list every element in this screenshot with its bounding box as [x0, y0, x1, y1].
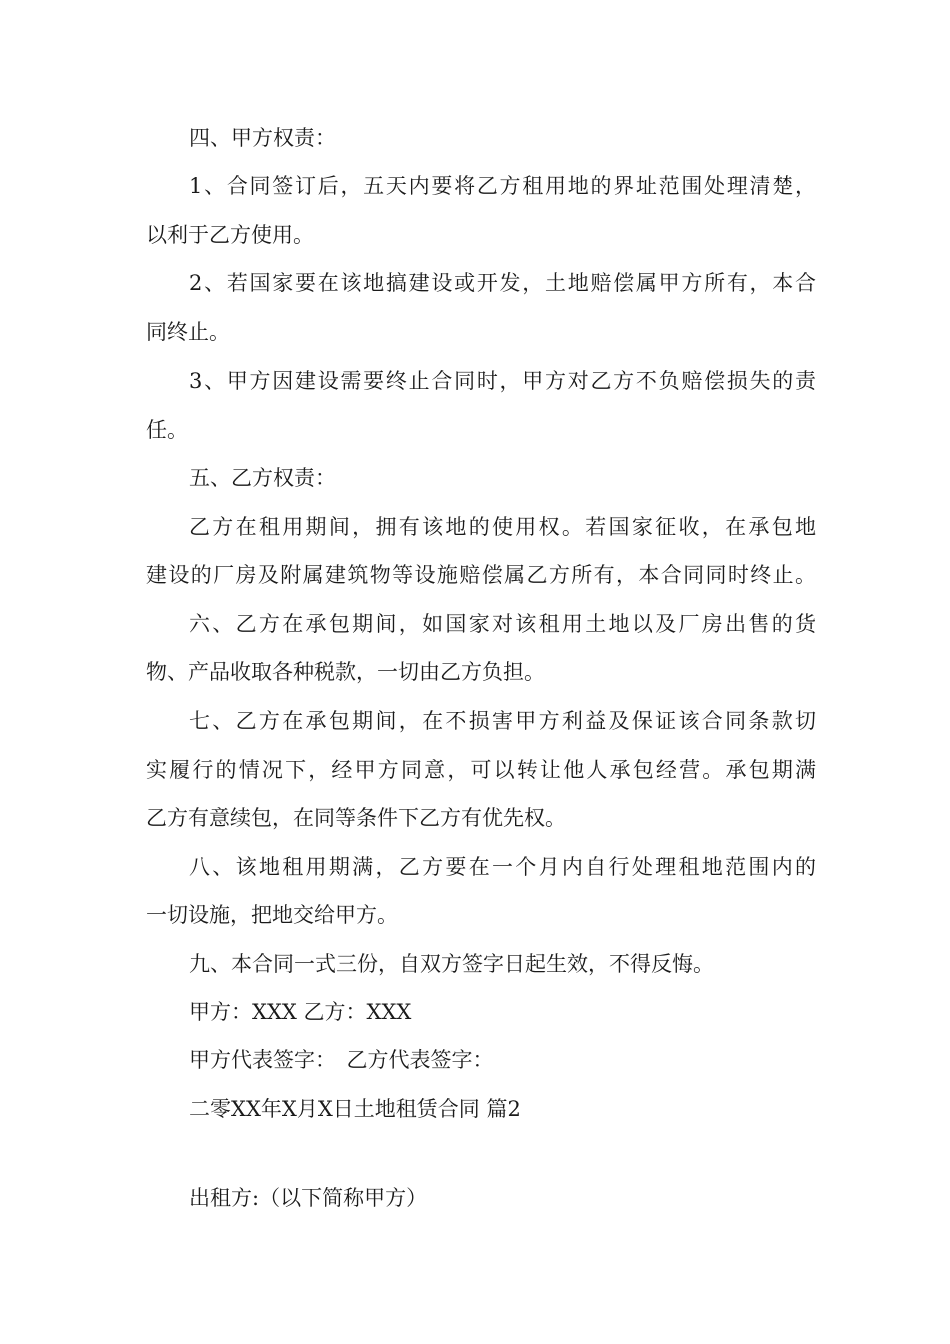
paragraph-line: 任。: [146, 418, 188, 442]
paragraph-line: 九、本合同一式三份，自双方签字日起生效，不得反悔。: [189, 952, 714, 976]
paragraph-line: 3、甲方因建设需要终止合同时，甲方对乙方不负赔偿损失的责: [189, 369, 816, 393]
paragraph-line: 建设的厂房及附属建筑物等设施赔偿属乙方所有，本合同同时终止。: [146, 563, 816, 587]
section-heading-party-a-duties: 四、甲方权责：: [189, 126, 336, 150]
section-heading-party-b-duties: 五、乙方权责：: [189, 466, 336, 490]
paragraph-line: 1、合同签订后，五天内要将乙方租用地的界址范围处理清楚，: [189, 174, 816, 198]
signature-line: 甲方代表签字： 乙方代表签字：: [189, 1048, 494, 1072]
paragraph-line: 2、若国家要在该地搞建设或开发，土地赔偿属甲方所有，本合: [189, 271, 816, 295]
paragraph-line: 物、产品收取各种税款，一切由乙方负担。: [146, 660, 545, 684]
party-names-line: 甲方：XXX 乙方：XXX: [189, 1000, 412, 1024]
paragraph-line: 八、该地租用期满，乙方要在一个月内自行处理租地范围内的: [189, 855, 816, 879]
paragraph-line: 六、乙方在承包期间，如国家对该租用土地以及厂房出售的货: [189, 612, 816, 636]
paragraph-line: 乙方在租用期间，拥有该地的使用权。若国家征收，在承包地: [189, 515, 816, 539]
paragraph-line: 同终止。: [146, 320, 230, 344]
lessor-line: 出租方:（以下简称甲方）: [189, 1186, 428, 1210]
paragraph-line: 一切设施，把地交给甲方。: [146, 903, 398, 927]
paragraph-line: 以利于乙方使用。: [146, 223, 314, 247]
paragraph-line: 七、乙方在承包期间，在不损害甲方利益及保证该合同条款切: [189, 709, 816, 733]
paragraph-line: 乙方有意续包，在同等条件下乙方有优先权。: [146, 806, 566, 830]
date-title-line: 二零XX年X月X日土地租赁合同 篇2: [189, 1097, 521, 1121]
paragraph-line: 实履行的情况下，经甲方同意，可以转让他人承包经营。承包期满: [146, 758, 816, 782]
